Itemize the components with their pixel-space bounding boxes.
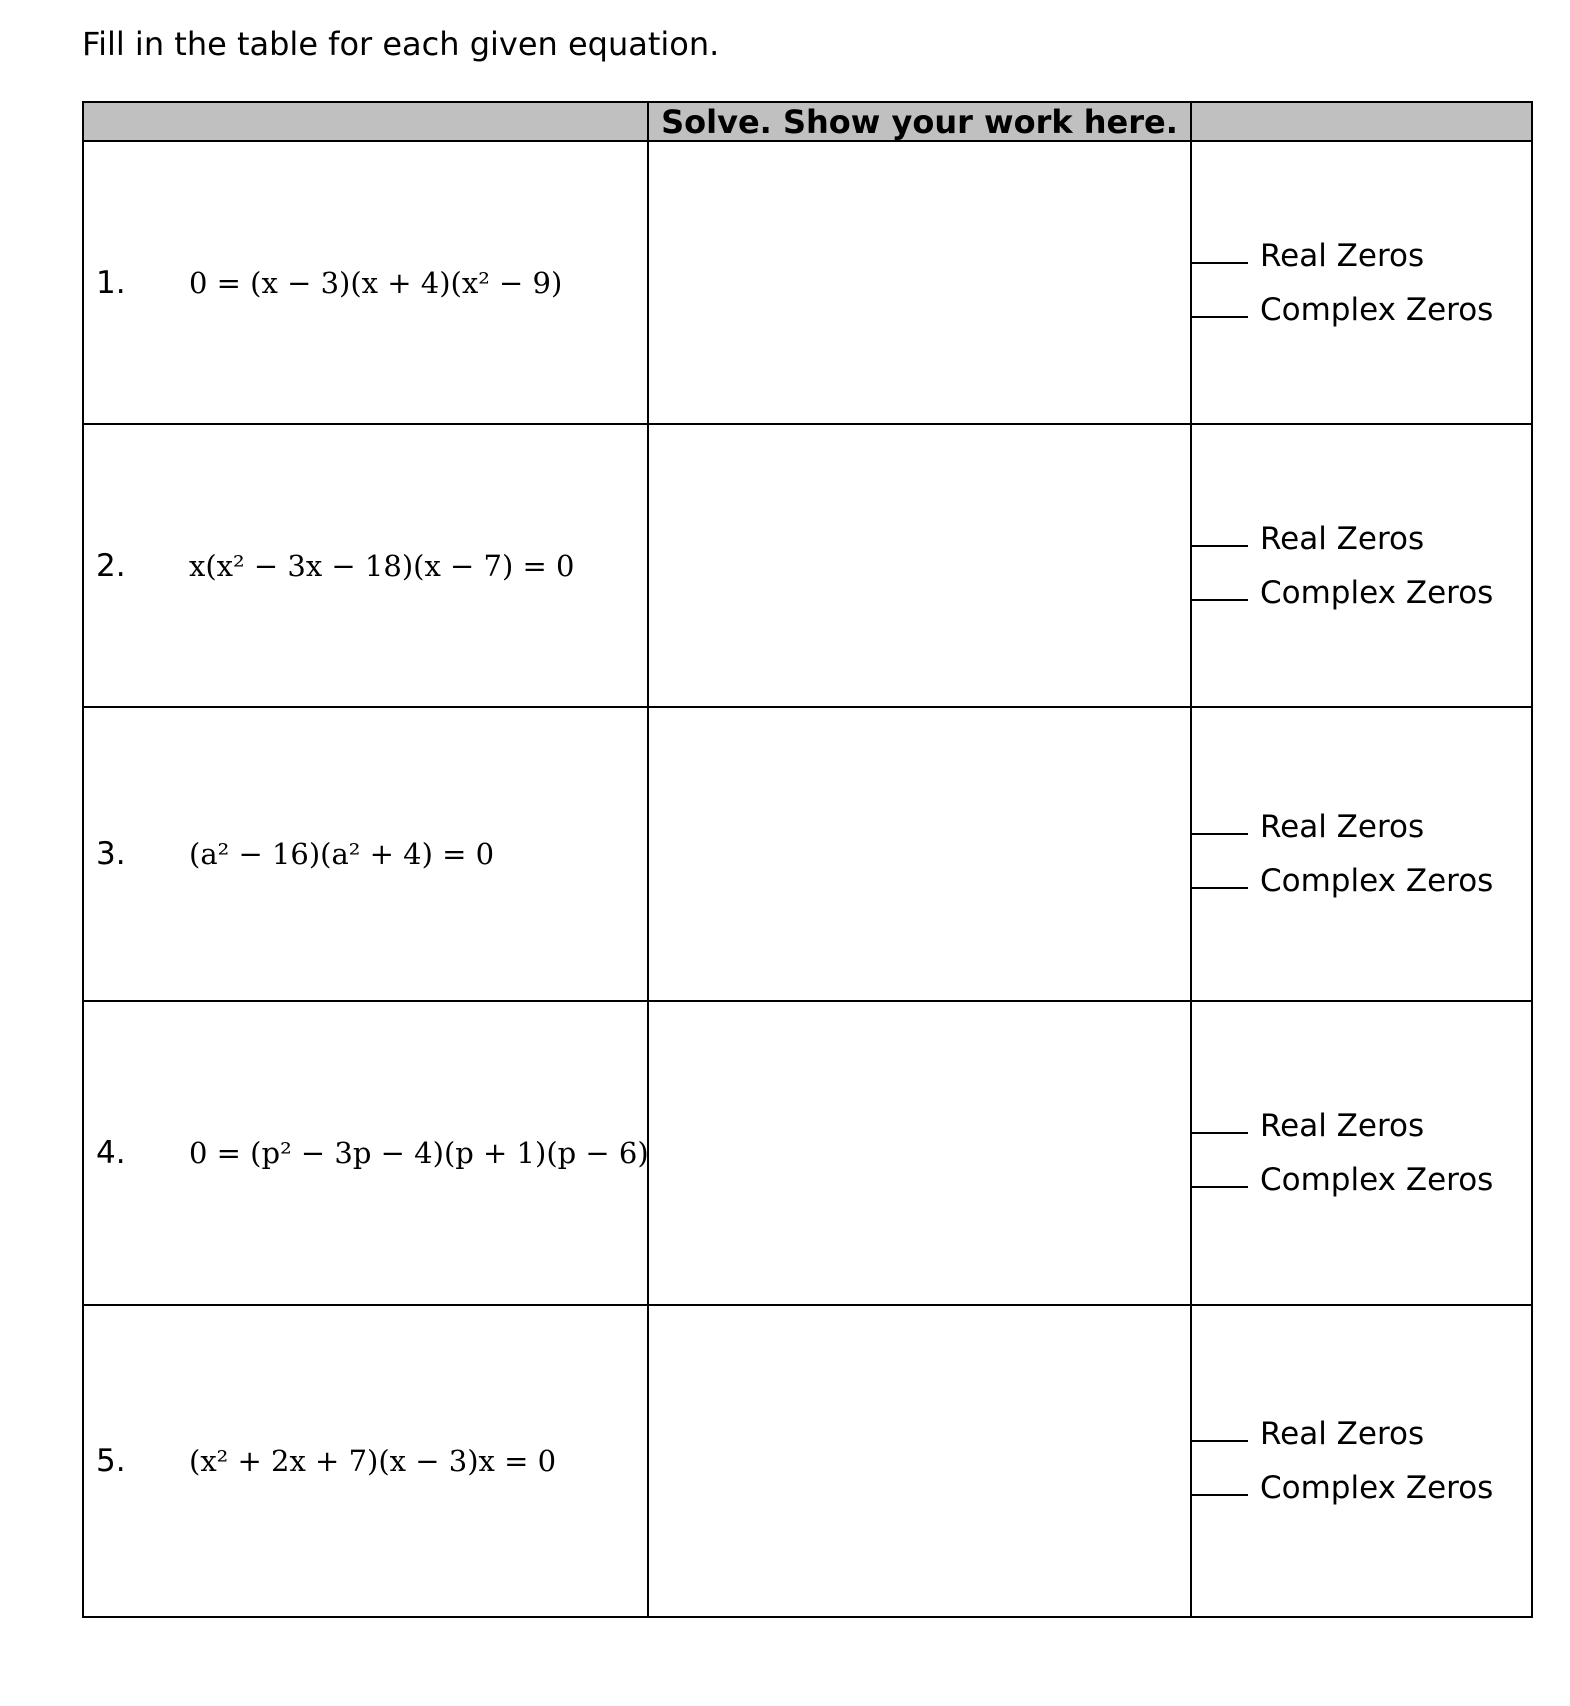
equation: (a² − 16)(a² + 4) = 0 <box>189 837 495 871</box>
complex-zeros-line <box>1192 854 1531 908</box>
real-zeros-label: Real Zeros <box>1260 809 1425 845</box>
work-area[interactable] <box>648 424 1191 707</box>
complex-zeros-line <box>1192 1153 1531 1207</box>
table-row <box>83 141 1532 424</box>
real-zeros-label: Real Zeros <box>1260 520 1425 557</box>
real-zeros-blank[interactable] <box>1192 832 1248 835</box>
zeros-cell <box>1191 141 1532 424</box>
real-zeros-blank[interactable] <box>1192 1439 1248 1442</box>
instructions-text: Fill in the table for each given equation. <box>82 25 720 63</box>
problem-number: 4. <box>96 1135 126 1171</box>
header-equation <box>83 102 648 141</box>
complex-zeros-blank[interactable] <box>1192 886 1248 889</box>
complex-zeros-label: Complex Zeros <box>1260 1162 1494 1198</box>
equation: (x² + 2x + 7)(x − 3)x = 0 <box>189 1444 557 1478</box>
zeros-cell <box>1191 1305 1532 1617</box>
problem-cell <box>83 141 648 424</box>
problem-cell <box>83 424 648 707</box>
work-area[interactable] <box>648 1001 1191 1305</box>
problem-number: 3. <box>96 836 126 872</box>
equation: 0 = (p² − 3p − 4)(p + 1)(p − 6) <box>189 1136 649 1170</box>
zeros-cell <box>1191 707 1532 1001</box>
complex-zeros-blank[interactable] <box>1192 598 1248 601</box>
real-zeros-line <box>1192 1407 1531 1461</box>
real-zeros-blank[interactable] <box>1192 261 1248 264</box>
complex-zeros-label: Complex Zeros <box>1260 574 1494 611</box>
work-area[interactable] <box>648 141 1191 424</box>
problem-number: 5. <box>96 1443 126 1479</box>
real-zeros-line <box>1192 800 1531 854</box>
complex-zeros-blank[interactable] <box>1192 1493 1248 1496</box>
complex-zeros-line <box>1192 283 1531 337</box>
equation: x(x² − 3x − 18)(x − 7) = 0 <box>189 548 575 583</box>
real-zeros-blank[interactable] <box>1192 544 1248 547</box>
table-row <box>83 1001 1532 1305</box>
table-row <box>83 707 1532 1001</box>
complex-zeros-label: Complex Zeros <box>1260 291 1494 328</box>
complex-zeros-label: Complex Zeros <box>1260 1470 1494 1506</box>
worksheet-table <box>82 101 1533 1618</box>
real-zeros-blank[interactable] <box>1192 1131 1248 1134</box>
equation: 0 = (x − 3)(x + 4)(x² − 9) <box>189 265 563 300</box>
real-zeros-label: Real Zeros <box>1260 1416 1425 1452</box>
complex-zeros-blank[interactable] <box>1192 315 1248 318</box>
work-area[interactable] <box>648 707 1191 1001</box>
zeros-cell <box>1191 424 1532 707</box>
table-header-row <box>83 102 1532 141</box>
header-work: Solve. Show your work here. <box>648 102 1191 141</box>
table-row <box>83 1305 1532 1617</box>
complex-zeros-blank[interactable] <box>1192 1185 1248 1188</box>
problem-cell <box>83 1001 648 1305</box>
real-zeros-line <box>1192 512 1531 566</box>
zeros-cell <box>1191 1001 1532 1305</box>
complex-zeros-line <box>1192 566 1531 620</box>
real-zeros-label: Real Zeros <box>1260 237 1425 274</box>
problem-cell <box>83 707 648 1001</box>
real-zeros-line <box>1192 1099 1531 1153</box>
work-area[interactable] <box>648 1305 1191 1617</box>
problem-number: 1. <box>96 264 126 301</box>
real-zeros-label: Real Zeros <box>1260 1108 1425 1144</box>
real-zeros-line <box>1192 229 1531 283</box>
complex-zeros-line <box>1192 1461 1531 1515</box>
problem-cell <box>83 1305 648 1617</box>
problem-number: 2. <box>96 547 126 584</box>
header-zeros <box>1191 102 1532 141</box>
complex-zeros-label: Complex Zeros <box>1260 863 1494 899</box>
table-row <box>83 424 1532 707</box>
